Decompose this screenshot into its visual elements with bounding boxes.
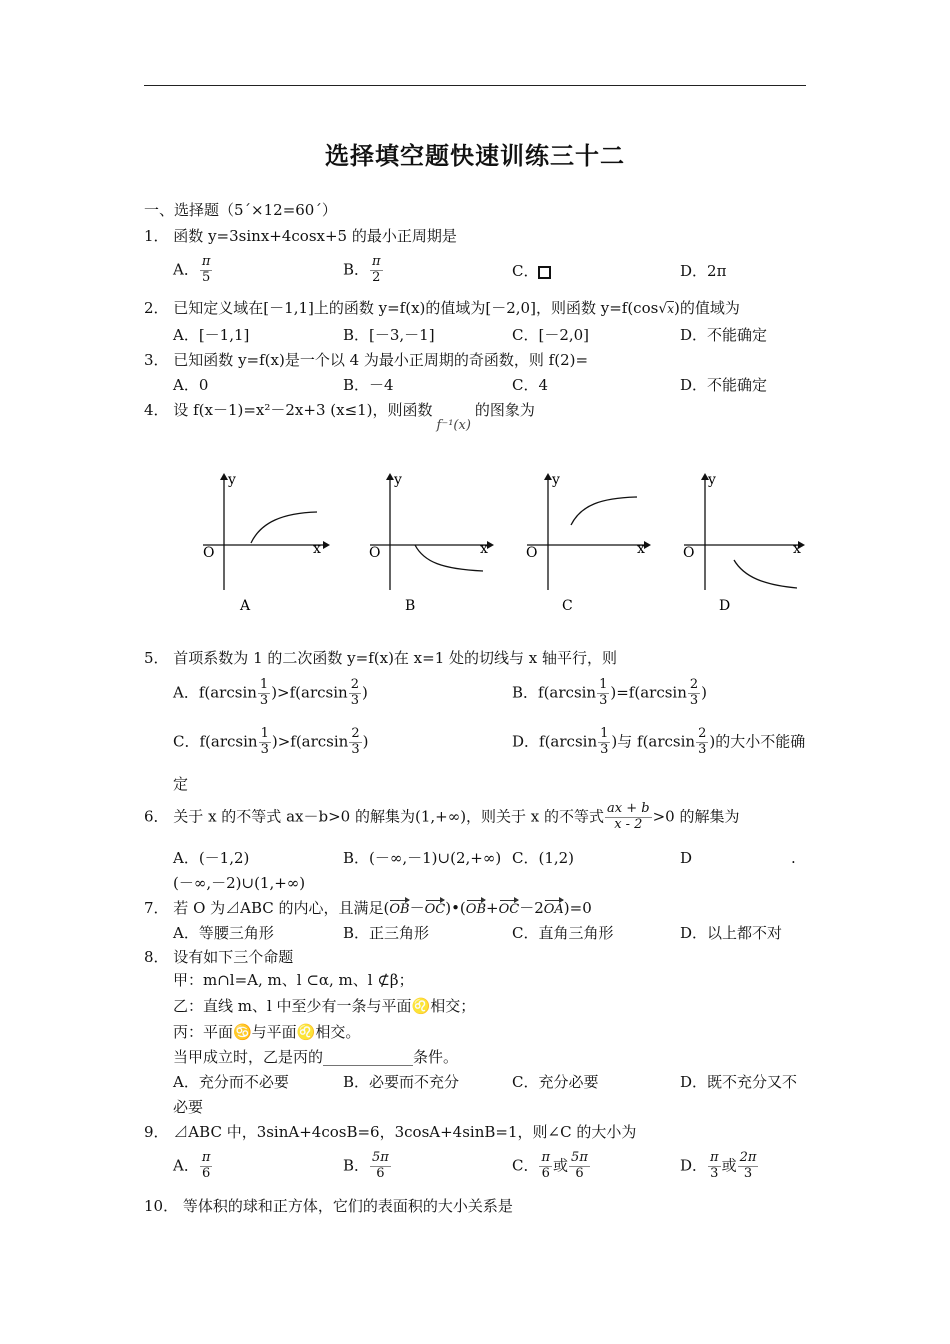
page-title: 选择填空题快速训练三十二 — [325, 142, 625, 170]
q2-stem: 2． 已知定义域在[－1,1]上的函数 y=f(x)的值域为[－2,0]，则函数 y=f(cos√x)的值域为 — [144, 299, 740, 317]
graph-c — [519, 465, 659, 615]
q3-option-d: D．不能确定 — [680, 376, 768, 394]
vector-ob-2: OB — [465, 902, 487, 917]
q3-option-a: A．0 — [173, 376, 209, 394]
q3-option-c: C．4 — [512, 376, 549, 394]
q4-stem: 4． 设 f(x－1)=x²－2x+3 (x≤1)，则函数f⁻¹(x)的图象为 — [144, 401, 535, 433]
q8-proposition-jia: 甲：m∩l=A, m、l ⊂α, m、l ⊄β； — [173, 971, 414, 989]
graph-a-origin-label: O — [203, 545, 215, 561]
graph-c-y-label: y — [552, 472, 560, 488]
square-symbol-icon — [538, 266, 551, 279]
q9-option-a: A． $\frac{\pi}{6}$ — [173, 1150, 211, 1181]
q5-option-c: C．f(arcsin $\frac{1}{3}$ )>f(arcsin $\frac{2}{3}$ ) — [173, 726, 369, 757]
vector-ob: OB — [389, 902, 410, 917]
inverse-function: f⁻¹(x) — [436, 418, 471, 433]
top-rule — [144, 85, 806, 86]
graph-c-caption: C — [562, 598, 573, 614]
graph-d-origin-label: O — [683, 545, 695, 561]
graph-d — [676, 465, 816, 615]
q8-stem: 8． 设有如下三个命题 — [144, 948, 294, 966]
q8-proposition-yi: 乙：直线 m、l 中至少有一条与平面♌相交； — [173, 997, 476, 1015]
graph-b — [362, 465, 502, 615]
q8-option-a: A．充分而不必要 — [173, 1073, 289, 1091]
q5-option-d-wrap: 定 — [173, 775, 189, 793]
q1-option-b: B． $\frac{\pi}{2}$ — [343, 254, 381, 285]
q7-option-a: A．等腰三角形 — [173, 924, 274, 942]
vector-oa: OA — [543, 902, 564, 917]
q3-stem: 3． 已知函数 y=f(x)是一个以 4 为最小正周期的奇函数，则 f(2)= — [144, 351, 589, 369]
q7-stem: 7． 若 O 为⊿ABC 的内心，且满足(OB－OC)•(OB+OC－2OA)=0 — [144, 899, 592, 917]
graph-a-caption: A — [240, 598, 251, 614]
q3-option-b: B．－4 — [343, 376, 394, 394]
q7-option-b: B．正三角形 — [343, 924, 430, 942]
q8-option-d: D．既不充分又不 — [680, 1073, 798, 1091]
graph-d-y-label: y — [708, 472, 716, 488]
q6-option-a: A．(－1,2) — [173, 849, 250, 867]
q9-option-c: C． $\frac{\pi}{6}$ 或 $\frac{5\pi}{6}$ — [512, 1150, 588, 1181]
q5-option-b: B．f(arcsin $\frac{1}{3}$ )=f(arcsin $\frac{2}{3}$ ) — [512, 677, 708, 708]
graph-c-origin-label: O — [526, 545, 538, 561]
q6-option-d-dot: . — [791, 849, 796, 867]
sqrt-symbol: √x — [658, 301, 675, 317]
q7-option-c: C．直角三角形 — [512, 924, 614, 942]
q1-option-c: C． — [512, 264, 551, 279]
q2-option-c: C．[－2,0] — [512, 326, 590, 344]
q1-option-d: D．2π — [680, 262, 727, 280]
q1-option-a: A． $\frac{\pi}{5}$ — [173, 254, 211, 285]
q5-stem: 5． 首项系数为 1 的二次函数 y=f(x)在 x=1 处的切线与 x 轴平行，则 — [144, 649, 618, 667]
vector-oc-2: OC — [498, 902, 520, 917]
graph-b-x-label: x — [480, 541, 488, 557]
q6-option-d-wrap: (－∞,－2)∪(1,+∞) — [173, 874, 306, 892]
q9-stem: 9． ⊿ABC 中，3sinA+4cosB=6，3cosA+4sinB=1，则∠C 的大小为 — [144, 1123, 637, 1141]
q5-option-a: A．f(arcsin $\frac{1}{3}$ )>f(arcsin $\frac{2}{3}$ ) — [173, 677, 368, 708]
graph-b-y-label: y — [394, 472, 402, 488]
q2-option-d: D．不能确定 — [680, 326, 768, 344]
q2-option-b: B．[－3,－1] — [343, 326, 435, 344]
graph-b-origin-label: O — [369, 545, 381, 561]
q1-stem: 1． 函数 y=3sinx+4cosx+5 的最小正周期是 — [144, 227, 457, 245]
graph-b-caption: B — [405, 598, 416, 614]
q8-option-d-wrap: 必要 — [173, 1098, 204, 1116]
q9-option-d: D． $\frac{\pi}{3}$ 或 $\frac{2\pi}{3}$ — [680, 1150, 757, 1181]
q6-option-b: B．(－∞,－1)∪(2,+∞) — [343, 849, 502, 867]
section-heading: 一、选择题（5´×12=60´） — [144, 201, 337, 219]
vector-oc: OC — [424, 902, 446, 917]
graph-a-y-label: y — [228, 472, 236, 488]
q8-option-c: C．充分必要 — [512, 1073, 599, 1091]
q6-option-d: D — [680, 849, 693, 867]
q8-proposition-bing: 丙：平面♋与平面♌相交。 — [173, 1023, 361, 1041]
graph-d-x-label: x — [793, 541, 801, 557]
q6-stem: 6． 关于 x 的不等式 ax－b>0 的解集为(1,+∞)，则关于 x 的不等式 $\frac{ax + b}{x - 2}$ >0 的解集为 — [144, 801, 740, 832]
graph-a — [195, 465, 335, 615]
q2-option-a: A．[－1,1] — [173, 326, 250, 344]
q8-condition: 当甲成立时，乙是丙的____________条件。 — [173, 1048, 459, 1066]
graph-d-caption: D — [719, 598, 731, 614]
q6-option-c: C．(1,2) — [512, 849, 575, 867]
q5-option-d: D．f(arcsin $\frac{1}{3}$ )与 f(arcsin $\frac{2}{3}$ )的大小不能确 — [512, 726, 806, 757]
graph-a-x-label: x — [313, 541, 321, 557]
q9-option-b: B． $\frac{5\pi}{6}$ — [343, 1150, 389, 1181]
q8-option-b: B．必要而不充分 — [343, 1073, 460, 1091]
graph-c-x-label: x — [637, 541, 645, 557]
q7-option-d: D．以上都不对 — [680, 924, 783, 942]
q10-stem: 10． 等体积的球和正方体，它们的表面积的大小关系是 — [144, 1197, 513, 1215]
